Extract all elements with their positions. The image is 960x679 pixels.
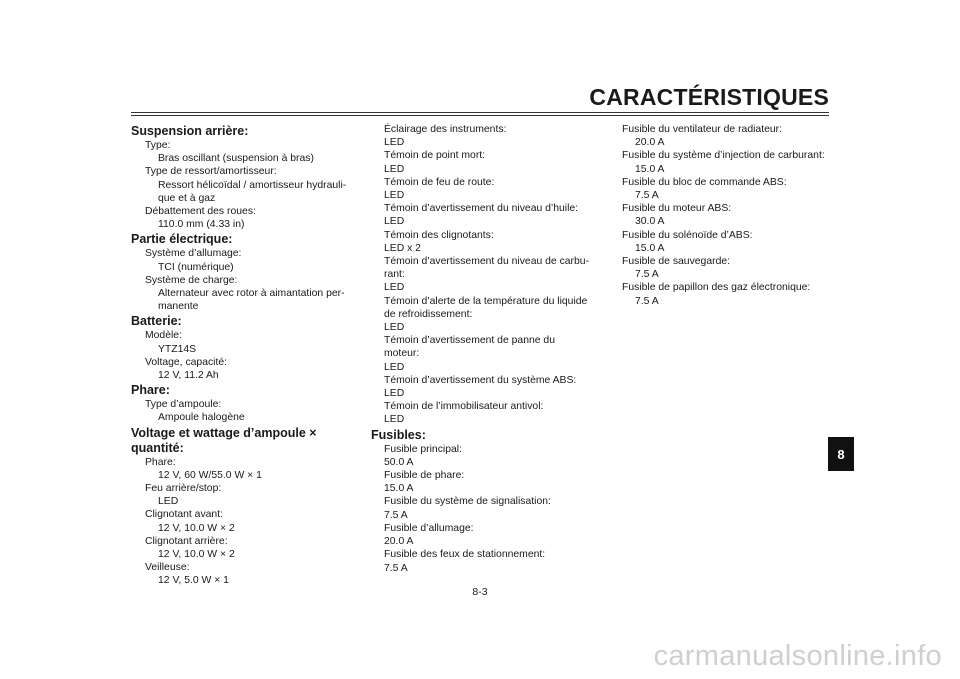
spec-line: 20.0 A — [384, 536, 414, 548]
spec-line: Témoin d’alerte de la température du liquide — [384, 295, 588, 307]
spec-line: 7.5 A — [635, 190, 659, 202]
spec-line: Fusible de sauvegarde: — [622, 256, 731, 268]
spec-line: LED — [384, 361, 405, 373]
spec-line: Témoin d’avertissement du niveau d’huile: — [384, 203, 579, 215]
spec-line: Clignotant arrière: — [145, 535, 228, 547]
spec-line: LED — [384, 163, 405, 175]
spec-line: 110.0 mm (4.33 in) — [158, 219, 245, 231]
column-left — [131, 123, 353, 588]
spec-line: Bras oscillant (suspension à bras) — [158, 153, 314, 165]
spec-line: Type: — [145, 140, 171, 151]
spec-line: de refroidissement: — [384, 308, 473, 320]
spec-line: Témoin des clignotants: — [384, 229, 494, 241]
spec-line: Fusible du système de signalisation: — [384, 496, 551, 508]
spec-line: 12 V, 5.0 W × 1 — [158, 575, 229, 587]
column-right — [622, 123, 832, 308]
spec-line: manente — [158, 301, 199, 313]
spec-line: LED — [384, 137, 405, 149]
spec-line: 15.0 A — [635, 242, 665, 254]
spec-line: Fusible de phare: — [384, 470, 465, 482]
spec-line: TCI (numérique) — [158, 261, 234, 273]
spec-line: Fusible de papillon des gaz électronique: — [622, 282, 811, 294]
spec-line: Type d’ampoule: — [145, 399, 222, 411]
spec-line: Type de ressort/amortisseur: — [145, 166, 277, 178]
spec-line: 7.5 A — [635, 269, 659, 281]
spec-line: Fusible des feux de stationnement: — [384, 549, 546, 561]
header-rule-top — [131, 112, 829, 113]
spec-line: Témoin de point mort: — [384, 150, 486, 162]
spec-line: Éclairage des instruments: — [384, 124, 507, 135]
spec-line: LED x 2 — [384, 242, 421, 254]
spec-line: Voltage, capacité: — [145, 356, 228, 368]
spec-line: que et à gaz — [158, 192, 216, 204]
spec-line: Témoin de feu de route: — [384, 176, 495, 188]
spec-line: 12 V, 10.0 W × 2 — [158, 549, 235, 561]
spec-line: 15.0 A — [635, 163, 665, 175]
spec-line: YTZ14S — [158, 343, 197, 355]
spec-line: 7.5 A — [384, 562, 408, 574]
spec-line: Fusible du ventilateur de radiateur: — [622, 124, 782, 135]
spec-line: Débattement des roues: — [145, 206, 256, 218]
spec-line: Fusible du bloc de commande ABS: — [622, 176, 787, 188]
spec-line: Fusible du solénoïde d’ABS: — [622, 229, 753, 241]
spec-line: 12 V, 10.0 W × 2 — [158, 522, 235, 534]
spec-line: Témoin d’avertissement de panne du moteur: — [384, 335, 555, 360]
spec-line: Phare: — [145, 456, 176, 468]
chapter-tab[interactable]: 8 — [828, 437, 854, 471]
column-middle — [371, 123, 593, 575]
spec-line: 30.0 A — [635, 216, 665, 228]
spec-line: rant: — [384, 269, 405, 281]
spec-line: LED — [384, 282, 405, 294]
section-heading: Partie électrique: — [131, 232, 233, 247]
spec-line: LED — [384, 190, 405, 202]
page-number: 8-3 — [472, 586, 488, 598]
section-heading: Batterie: — [131, 314, 182, 329]
spec-line: Fusible du système d’injection de carburant: — [622, 150, 825, 162]
spec-line: LED — [158, 496, 179, 508]
spec-line: Système d’allumage: — [145, 248, 242, 260]
spec-line: Alternateur avec rotor à aimantation per- — [158, 288, 345, 300]
spec-line: Fusible du moteur ABS: — [622, 203, 732, 215]
spec-line: Témoin d’avertissement du système ABS: — [384, 374, 577, 386]
spec-line: 50.0 A — [384, 456, 414, 468]
section-heading: Fusibles: — [371, 427, 426, 442]
spec-line: Clignotant avant: — [145, 509, 223, 521]
spec-line: Fusible principal: — [384, 443, 462, 455]
spec-line: LED — [384, 322, 405, 334]
spec-line: Témoin d’avertissement du niveau de carbu- — [384, 256, 590, 268]
section-heading: Suspension arrière: — [131, 124, 249, 138]
spec-line: Système de charge: — [145, 274, 238, 286]
spec-line: 12 V, 60 W/55.0 W × 1 — [158, 469, 262, 481]
section-heading: Phare: — [131, 383, 170, 398]
watermark-text: carmanualsonline.info — [653, 640, 942, 672]
header-rule-bottom — [131, 115, 829, 116]
spec-line: Modèle: — [145, 330, 182, 342]
spec-line: 20.0 A — [635, 137, 665, 149]
spec-line: 12 V, 11.2 Ah — [158, 370, 219, 382]
spec-line: Témoin de l’immobilisateur antivol: — [384, 401, 544, 413]
spec-line: 7.5 A — [635, 295, 659, 307]
spec-line: Ressort hélicoïdal / amortisseur hydrauli- — [158, 179, 347, 191]
spec-line: Fusible d’allumage: — [384, 522, 474, 534]
spec-line: LED — [384, 414, 405, 426]
spec-line: 7.5 A — [384, 509, 408, 521]
page-title: CARACTÉRISTIQUES — [589, 84, 829, 110]
section-heading: Voltage et wattage d’ampoule × quantité: — [131, 425, 317, 455]
spec-line: Veilleuse: — [145, 562, 190, 574]
spec-line: Feu arrière/stop: — [145, 483, 222, 495]
spec-line: Ampoule halogène — [158, 412, 245, 424]
spec-line: LED — [384, 388, 405, 400]
spec-line: 15.0 A — [384, 483, 414, 495]
spec-line: LED — [384, 216, 405, 228]
